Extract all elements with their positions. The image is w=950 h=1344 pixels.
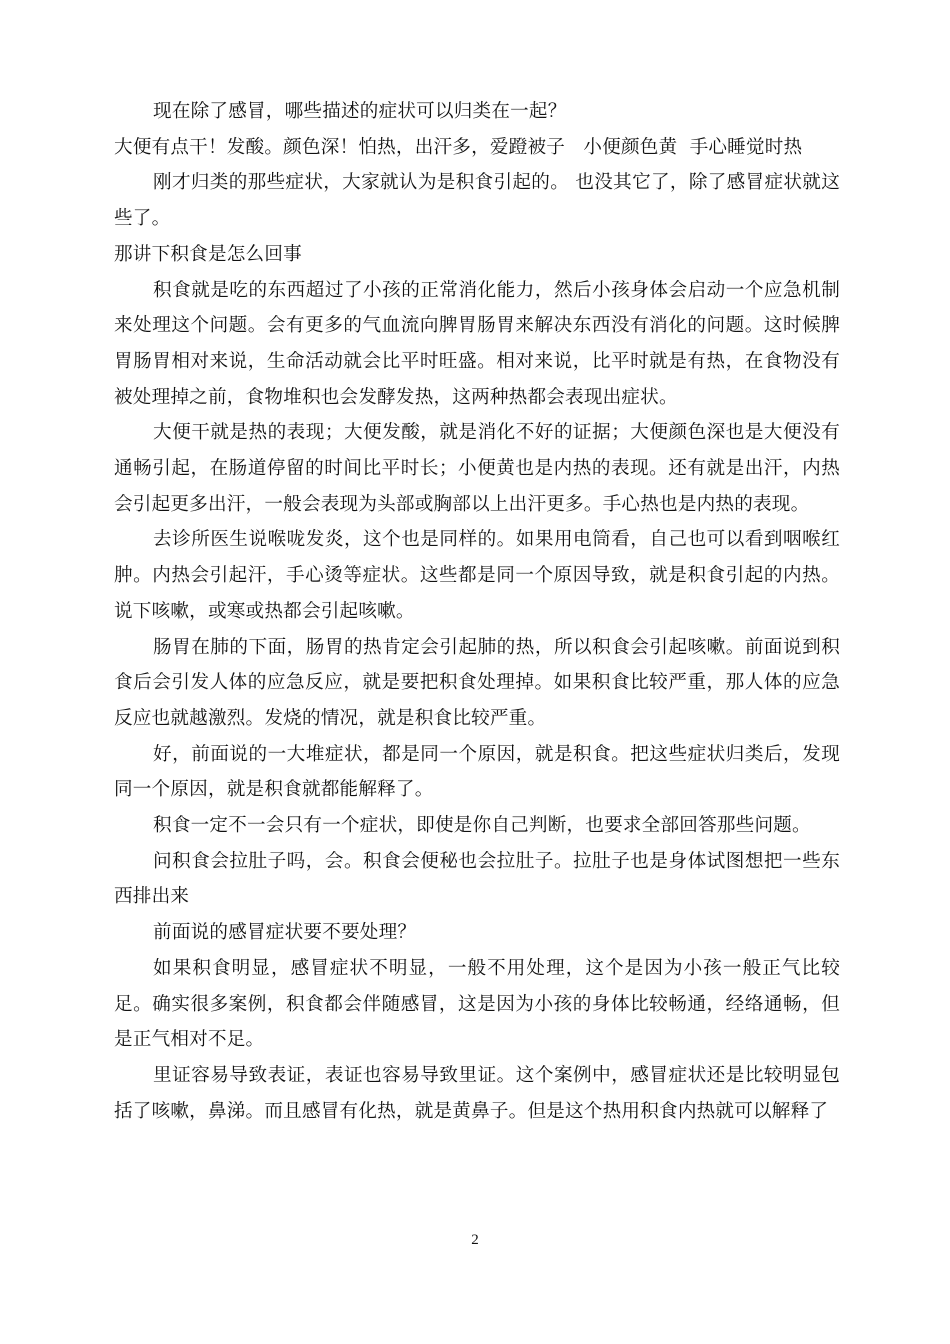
paragraph-multiple-symptoms: 积食一定不一会只有一个症状，即使是你自己判断，也要求全部回答那些问题。 [153,815,811,837]
paragraph-question: 现在除了感冒，哪些描述的症状可以归类在一起？ [153,101,567,122]
paragraph-symptom-list: 大便有点干！发酸。颜色深！怕热，出汗多，爱蹬被子 小便颜色黄 手心睡觉时热 [114,136,803,158]
paragraph-topic-intro: 那讲下积食是怎么回事 [114,243,302,265]
paragraph-interior-exterior: 里证容易导致表证，表证也容易导致里证。这个案例中，感冒症状还是比较明显包括了咳嗽，鼻涕。而且感冒有化热，就是黄鼻子。但是这个热用积食内热就可以解释了 [114,1064,840,1122]
paragraph-cough-cause: 肠胃在肺的下面，肠胃的热肯定会引起肺的热，所以积食会引起咳嗽。前面说到积食后会引发人体的应急反应，就是要把积食处理掉。如果积食比较严重，那人体的应急反应也就越激烈。发烧的情况，就是积食比较严重。 [114,636,840,729]
paragraph-throat-inflammation: 去诊所医生说喉咙发炎，这个也是同样的。如果用电筒看，自己也可以看到咽喉红肿。内热会引起汗，手心烫等症状。这些都是同一个原因导致，就是积食引起的内热。说下咳嗽，或寒或热都会引起咳嗽。 [114,529,840,622]
paragraph-cold-answer: 如果积食明显，感冒症状不明显，一般不用处理，这个是因为小孩一般正气比较足。确实很多案例，积食都会伴随感冒，这是因为小孩的身体比较畅通，经络通畅，但是正气相对不足。 [114,957,840,1051]
paragraph-diarrhea: 问积食会拉肚子吗，会。积食会便秘也会拉肚子。拉肚子也是身体试图想把一些东西排出来 [114,850,840,908]
paragraph-food-retention-definition: 积食就是吃的东西超过了小孩的正常消化能力，然后小孩身体会启动一个应急机制来处理这个问题。会有更多的气血流向脾胃肠胃来解决东西没有消化的问题。这时候脾胃肠胃相对来说，生命活动就会比平时旺盛。相对来说，比平时就是有热，在食物没有被处理掉之前，食物堆积也会发酵发热，这两种热都会表现出症状。 [114,279,840,408]
paragraph-classification: 刚才归类的那些症状，大家就认为是积食引起的。 也没其它了，除了感冒症状就这些了。 [114,172,840,230]
paragraph-summary: 好，前面说的一大堆症状，都是同一个原因，就是积食。把这些症状归类后，发现同一个原因，就是积食就都能解释了。 [114,743,840,801]
document-body [114,94,840,1129]
paragraph-heat-signs: 大便干就是热的表现；大便发酸，就是消化不好的证据；大便颜色深也是大便没有通畅引起，在肠道停留的时间比平时长；小便黄也是内热的表现。还有就是出汗，内热会引起更多出汗，一般会表现为头部或胸部以上出汗更多。手心热也是内热的表现。 [114,422,840,515]
page-number: 2 [471,1232,479,1248]
paragraph-cold-question: 前面说的感冒症状要不要处理？ [153,922,417,944]
